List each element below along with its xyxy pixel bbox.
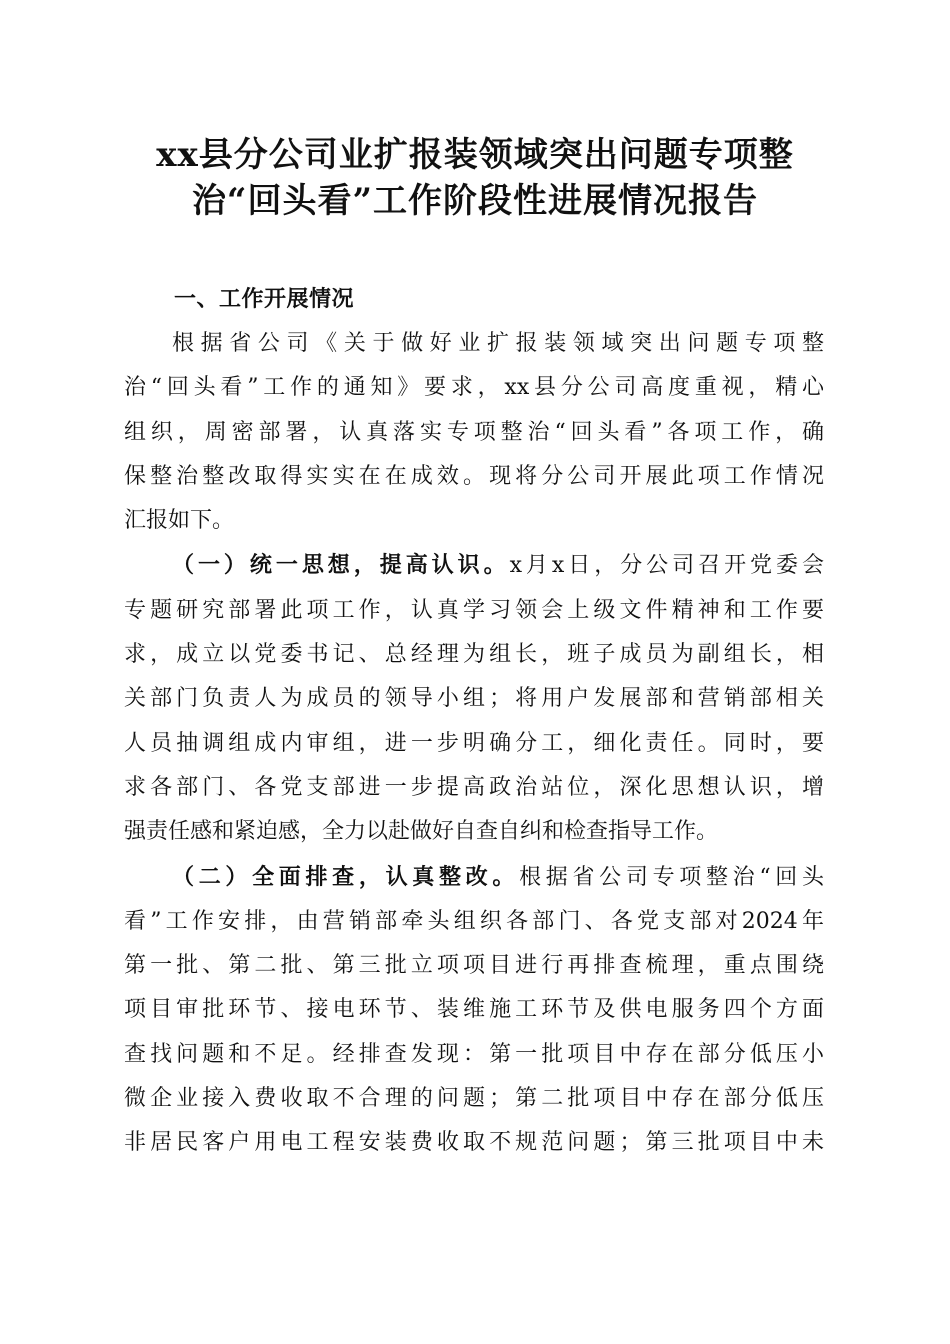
document-title bbox=[120, 132, 830, 224]
item-2-paragraph bbox=[124, 855, 824, 1166]
intro-line-1: 根据省公司《关于做好业扩报装领域突出问题专项整 bbox=[172, 331, 824, 356]
item-2-line-5: 查找问题和不足。经排查发现：第一批项目中存在部分低压小 bbox=[124, 1041, 824, 1067]
title-line-2: 治“回头看”工作阶段性进展情况报告 bbox=[191, 181, 759, 221]
item-2-line-2: 看”工作安排，由营销部牵头组织各部门、各党支部对2024年 bbox=[124, 908, 824, 934]
intro-line-4: 保整治整改取得实实在在成效。现将分公司开展此项工作情况 bbox=[124, 463, 824, 489]
item-2-line-1 bbox=[124, 855, 824, 900]
item-1-lead: （一）统一思想，提高认识。 bbox=[172, 552, 510, 579]
item-2-line-4: 项目审批环节、接电环节、装维施工环节及供电服务四个方面 bbox=[124, 997, 824, 1023]
intro-line-2: 治“回头看”工作的通知》要求，xx县分公司高度重视，精心 bbox=[124, 375, 824, 401]
item-2-lead: （二）全面排查，认真整改。 bbox=[172, 863, 520, 890]
intro-paragraph bbox=[124, 322, 824, 543]
item-1-first-line-rest: x月x日，分公司召开党委会 bbox=[509, 553, 824, 579]
item-1-paragraph bbox=[124, 543, 824, 854]
item-1-line-1 bbox=[124, 543, 824, 588]
item-1-line-3: 求，成立以党委书记、总经理为组长，班子成员为副组长，相 bbox=[124, 642, 824, 668]
item-1-line-5: 人员抽调组成内审组，进一步明确分工，细化责任。同时，要 bbox=[124, 730, 824, 756]
item-1-line-7: 强责任感和紧迫感，全力以赴做好自查自纠和检查指导工作。 bbox=[124, 819, 719, 845]
item-2-line-6: 微企业接入费收取不合理的问题；第二批项目中存在部分低压 bbox=[124, 1086, 824, 1112]
section-heading: 一、工作开展情况 bbox=[174, 287, 355, 312]
item-2-line-3: 第一批、第二批、第三批立项项目进行再排查梳理，重点围绕 bbox=[124, 953, 824, 979]
item-1-line-2: 专题研究部署此项工作，认真学习领会上级文件精神和工作要 bbox=[124, 597, 824, 623]
item-1-line-6: 求各部门、各党支部进一步提高政治站位，深化思想认识，增 bbox=[124, 774, 824, 800]
item-2-first-line-rest: 根据省公司专项整治“回头 bbox=[519, 864, 824, 890]
document-body bbox=[124, 278, 824, 1166]
intro-line-3: 组织，周密部署，认真落实专项整治“回头看”各项工作，确 bbox=[124, 419, 824, 445]
intro-line-5: 汇报如下。 bbox=[124, 508, 235, 534]
title-line-1: xx县分公司业扩报装领域突出问题专项整 bbox=[156, 135, 794, 175]
item-2-line-7: 非居民客户用电工程安装费收取不规范问题；第三批项目中未 bbox=[124, 1130, 824, 1156]
item-1-line-4: 关部门负责人为成员的领导小组；将用户发展部和营销部相关 bbox=[124, 686, 824, 712]
